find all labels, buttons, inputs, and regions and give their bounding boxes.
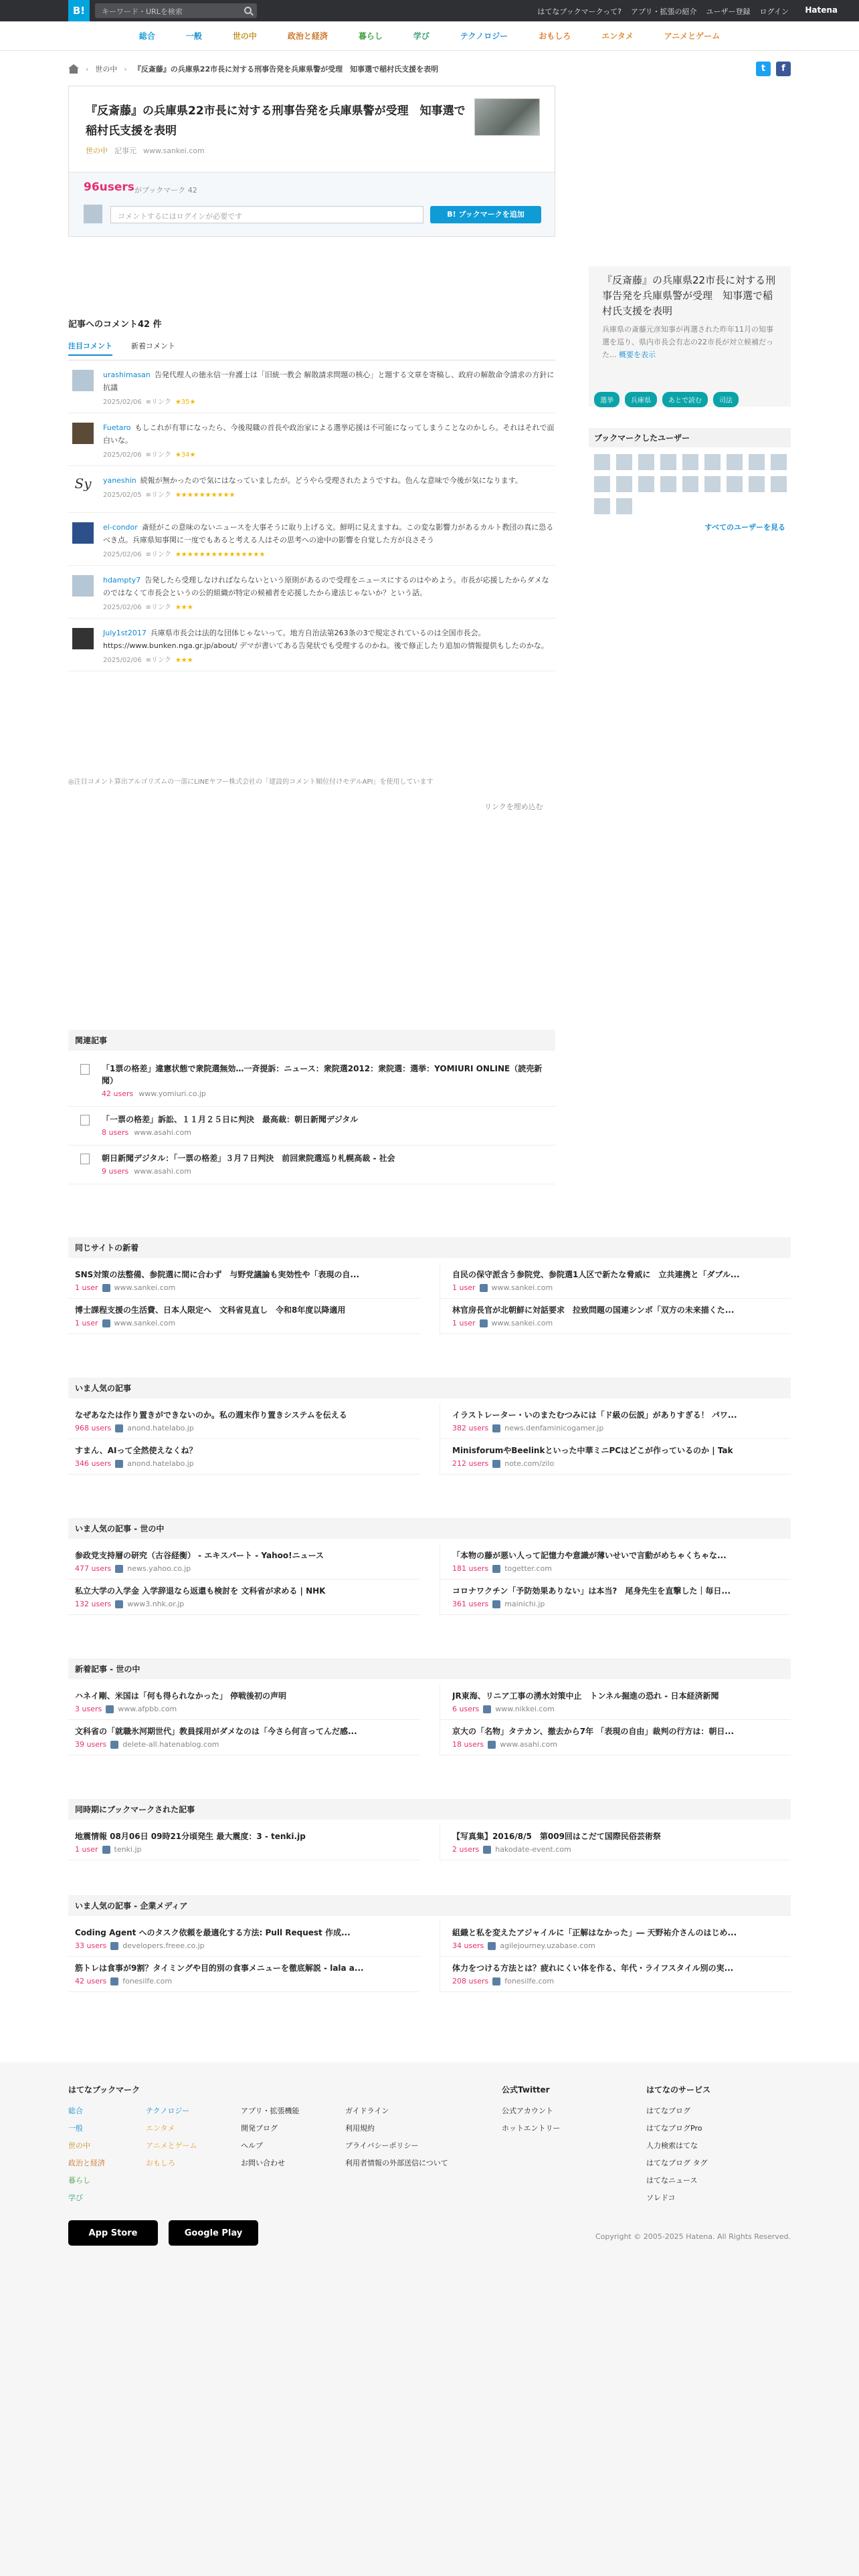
favicon-icon <box>115 1460 123 1468</box>
footer-cat[interactable]: 世の中 <box>68 2141 90 2150</box>
footer-link[interactable]: ソレドコ <box>646 2193 676 2202</box>
item-domain[interactable]: agilejourney.uzabase.com <box>500 1941 595 1950</box>
item-title[interactable]: 筋トレは食事が9割？タイミングや目的別の食事メニューを徹底解説 - lala a... <box>75 1963 364 1973</box>
breadcrumb-title: 『反斎藤』の兵庫県22市長に対する刑事告発を兵庫県警が受理 知事選で稲村氏支援を表明 <box>133 65 439 74</box>
item-users[interactable]: 18 users <box>452 1740 484 1749</box>
favicon-icon <box>480 1319 488 1327</box>
list-item[interactable] <box>68 1439 419 1475</box>
footer-brand: はてなブックマーク <box>68 2085 140 2095</box>
star-icon[interactable]: ★★★ <box>175 604 193 611</box>
document-icon <box>80 1154 90 1164</box>
sidebar-summary-text: 兵庫県の斎藤元彦知事が再選された昨年11月の知事選を巡り、県内市長会有志の22市長が対立候補だった... <box>602 325 773 359</box>
avatar[interactable] <box>704 476 721 492</box>
item-users[interactable]: 212 users <box>452 1459 489 1468</box>
document-icon <box>80 1064 90 1075</box>
avatar[interactable] <box>72 522 94 544</box>
nav-economics[interactable]: 政治と経済 <box>287 31 328 41</box>
section-title: 同時期にブックマークされた記事 <box>68 1799 791 1820</box>
item-users[interactable]: 132 users <box>75 1600 112 1608</box>
tab-new-comments[interactable]: 新着コメント <box>131 342 175 350</box>
footer-link[interactable]: 人力検索はてな <box>646 2141 698 2150</box>
facebook-share-icon[interactable]: f <box>776 62 791 76</box>
item-title[interactable]: 博士課程支援の生活費、日本人限定へ 文科省見直し 令和8年度以降適用 <box>75 1305 346 1315</box>
avatar[interactable] <box>749 454 765 470</box>
entry-list-section <box>68 1378 791 1475</box>
list-item[interactable]: 「一票の格差」訴訟、１１月２５日に判決 最高裁：朝日新聞デジタル 8 users www.asahi.com <box>68 1107 555 1146</box>
favicon-icon <box>102 1319 110 1327</box>
show-summary-link[interactable]: 概要を表示 <box>619 350 656 359</box>
avatar[interactable] <box>72 628 94 649</box>
favicon-icon <box>110 1977 118 1985</box>
home-icon[interactable] <box>68 64 79 74</box>
item-users[interactable]: 34 users <box>452 1941 484 1950</box>
nav-game[interactable]: アニメとゲーム <box>664 31 721 41</box>
favicon-icon <box>492 1424 500 1432</box>
twitter-share-icon[interactable]: t <box>756 62 771 76</box>
item-users[interactable]: 1 user <box>75 1319 98 1327</box>
favicon-icon <box>492 1600 500 1608</box>
item-domain[interactable]: developers.freee.co.jp <box>122 1941 205 1950</box>
item-domain[interactable]: www.sankei.com <box>114 1283 176 1292</box>
list-item[interactable] <box>440 1685 791 1720</box>
section-title: 新着記事 - 世の中 <box>68 1658 791 1679</box>
avatar[interactable] <box>616 498 632 514</box>
item-title[interactable]: MinisforumやBeelinkといった中華ミニPCはどこが作っているのか | Tak <box>452 1446 733 1455</box>
item-users[interactable]: 208 users <box>452 1977 489 1985</box>
avatar[interactable] <box>727 476 743 492</box>
copyright: Copyright © 2005-2025 Hatena. All Rights Reserved. <box>595 2232 791 2241</box>
list-item[interactable] <box>440 1720 791 1755</box>
item-domain[interactable]: togetter.com <box>504 1564 552 1573</box>
item-users[interactable]: 1 user <box>452 1283 476 1292</box>
item-title[interactable]: なぜあなたは作り置きができないのか。私の週末作り置きシステムを伝える <box>75 1410 347 1420</box>
comment-item: el-condor 斎経がこの意味のないニュースを大事そうに取り上げる文。鮮明に見えますね。この変な影響力があるカルト教団の真に恐るべき点。兵庫県知事関に一度でもあると考える人はその思考への途中の影響を自覚した方が良さそう 2025/02/06 ≡リンク ★★★★★★★★★★★★★★★ <box>68 513 555 566</box>
avatar[interactable] <box>638 454 654 470</box>
item-domain[interactable]: news.denfaminicogamer.jp <box>504 1424 604 1432</box>
item-domain[interactable]: anond.hatelabo.jp <box>127 1424 194 1432</box>
comment-text: もしこれが有罪になったら、今後現職の首長や政治家による選挙応援は不可能になってしまうことなのかしら。それはそれで面白いな。 <box>103 423 555 445</box>
comment-text: 兵庫県市長会は法的な団体じゃないって。地方自治法第263条の3で規定されているのは全国市長会。 https://www.bunken.nga.gr.jp/about/ デマが書いてある告発状でも受理するのかね。後で修正したり追加の情報提供もしたのかな。 <box>103 629 549 650</box>
star-icon[interactable]: ★★★★★★★★★★★★★★★ <box>175 551 266 558</box>
list-item[interactable] <box>68 1685 419 1720</box>
favicon-icon <box>110 1942 118 1950</box>
item-domain[interactable]: www.asahi.com <box>500 1740 557 1749</box>
favicon-icon <box>115 1424 123 1432</box>
favicon-icon <box>110 1741 118 1749</box>
list-item[interactable] <box>440 1404 791 1439</box>
item-title[interactable]: イラストレーター・いのまたむつみには「ド級の伝説」がありすぎる！ パワ... <box>452 1410 737 1420</box>
favicon-icon <box>102 1284 110 1292</box>
login-link[interactable]: ログイン <box>759 7 789 16</box>
bookmark-comment-count: 42 <box>187 186 197 195</box>
item-title[interactable]: 地震情報 08月06日 09時21分頃発生 最大震度：3 - tenki.jp <box>75 1832 306 1841</box>
item-domain[interactable]: hakodate-event.com <box>495 1845 571 1854</box>
bookmark-users-title: ブックマークしたユーザー <box>589 428 791 447</box>
item-users[interactable]: 39 users <box>75 1740 107 1749</box>
footer-cat[interactable]: エンタメ <box>146 2124 175 2133</box>
footer-link[interactable]: 利用者情報の外部送信について <box>345 2159 448 2167</box>
search-icon[interactable] <box>244 7 252 14</box>
favicon-icon <box>488 1942 496 1950</box>
comment-item: Sy yaneshin 続報が無かったので気にはなっていましたが。どうやら受理されたようですね。色んな意味で今後が気になります。 2025/02/05 ≡リンク ★★★★★★★★★★ <box>68 466 555 513</box>
avatar[interactable] <box>72 370 94 391</box>
item-domain[interactable]: www.nikkei.com <box>495 1705 555 1713</box>
item-title[interactable]: 参政党支持層の研究（古谷経衡） - エキスパート - Yahoo!ニュース <box>75 1551 324 1560</box>
footer-cat[interactable]: 一般 <box>68 2124 83 2133</box>
footer-link[interactable]: ガイドライン <box>345 2107 389 2115</box>
item-title[interactable]: 「本物の藤が悪い人って記憶力や意識が薄いせいで言動がめちゃくちゃな... <box>452 1551 727 1560</box>
item-domain[interactable]: delete-all.hatenablog.com <box>122 1740 219 1749</box>
footer-cat[interactable]: 暮らし <box>68 2176 90 2185</box>
favicon-icon <box>492 1460 500 1468</box>
favicon-icon <box>492 1565 500 1573</box>
footer-link[interactable]: お問い合わせ <box>241 2159 285 2167</box>
item-title[interactable]: 自民の保守派含う参院党、参院選1人区で新たな脅威に 立共連携と「ダブル... <box>452 1270 740 1279</box>
avatar[interactable] <box>594 454 610 470</box>
avatar[interactable]: Sy <box>72 475 94 497</box>
favicon-icon <box>483 1705 491 1713</box>
footer-link[interactable]: 利用規約 <box>345 2124 375 2133</box>
nav-social[interactable]: 世の中 <box>232 31 257 41</box>
item-title[interactable]: Coding Agent へのタスク依頼を最適化する方法: Pull Request 作成... <box>75 1928 351 1937</box>
comment-link[interactable]: ≡リンク <box>145 399 171 406</box>
footer-link[interactable]: 開発ブログ <box>241 2124 278 2133</box>
section-title: いま人気の記事 <box>68 1378 791 1398</box>
list-item[interactable]: 朝日新聞デジタル：「一票の格差」３月７日判決 前回衆院選巡り札幌高裁 - 社会 9 users www.asahi.com <box>68 1146 555 1184</box>
top-bar <box>0 0 859 21</box>
avatar[interactable] <box>638 476 654 492</box>
list-item[interactable] <box>68 1957 419 1992</box>
star-icon[interactable]: ★35★ <box>175 399 196 406</box>
list-item[interactable] <box>68 1404 419 1439</box>
app-store-button[interactable]: App Store <box>68 2220 158 2246</box>
section-title: 同じサイトの新着 <box>68 1237 791 1258</box>
avatar[interactable] <box>749 476 765 492</box>
tab-popular-comments[interactable]: 注目コメント <box>68 340 112 356</box>
favicon-icon <box>483 1846 491 1854</box>
comment-user[interactable]: hdampty7 <box>103 576 141 584</box>
search-input[interactable]: キーワード・URLを検索 <box>95 3 257 18</box>
tag-item[interactable]: 兵庫県 <box>625 392 657 407</box>
item-title[interactable]: 【写真集】2016/8/5 第009回はこだて国際民俗芸術祭 <box>452 1832 661 1841</box>
item-domain[interactable]: fonesilfe.com <box>504 1977 555 1985</box>
comment-input[interactable]: コメントするにはログインが必要です <box>110 206 423 223</box>
avatar[interactable] <box>771 454 787 470</box>
item-title[interactable]: 文科省の「就職氷河期世代」教員採用がダメなのは「今さら何言ってんだ感... <box>75 1727 357 1736</box>
comment-item: hdampty7 告発したら受理しなければならないという原則があるので受理をニュースにするのはやめよう。市長が応援したからダメなのではなくて市長会というの公的組織が特定の候補者を応援したから違法じゃないか？という話。 2025/02/06 ≡リンク ★★★ <box>68 566 555 619</box>
item-title[interactable]: 私立大学の入学金 入学辞退なら返還も検討を 文科省が求める | NHK <box>75 1586 326 1596</box>
footer-cat[interactable]: 総合 <box>68 2107 83 2115</box>
item-users[interactable]: 3 users <box>75 1705 102 1713</box>
comment-link[interactable]: ≡リンク <box>145 551 171 558</box>
tag-list <box>594 392 739 407</box>
item-domain[interactable]: fonesilfe.com <box>122 1977 173 1985</box>
bookmark-users-count[interactable]: 96users <box>84 181 134 194</box>
entry-list-section <box>68 1518 791 1615</box>
entry-list-section <box>68 1799 791 1860</box>
item-domain[interactable]: mainichi.jp <box>504 1600 545 1608</box>
hatena-bookmark-logo[interactable]: B! <box>68 0 90 21</box>
item-users[interactable]: 181 users <box>452 1564 489 1573</box>
comment-user[interactable]: el-condor <box>103 523 138 532</box>
footer-cat[interactable]: 政治と経済 <box>68 2159 105 2167</box>
sidebar-summary <box>589 266 791 407</box>
list-item[interactable] <box>440 1439 791 1475</box>
category-nav <box>0 21 859 51</box>
avatar[interactable] <box>682 476 698 492</box>
list-item[interactable] <box>68 1299 419 1334</box>
comment-item: July1st2017 兵庫県市長会は法的な団体じゃないって。地方自治法第263条の3で規定されているのは全国市長会。 https://www.bunken.nga.gr.jp/about/ デマが書いてある告発状でも受理するのかね。後で修正したり追加の情報提供もしたのかな。 2025/02/06 ≡リンク ★★★ <box>68 619 555 671</box>
list-item[interactable] <box>68 1825 419 1860</box>
entry-list-section <box>68 1895 791 1992</box>
list-item[interactable] <box>440 1825 791 1860</box>
item-users[interactable]: 1 user <box>75 1845 98 1854</box>
avatar[interactable] <box>594 476 610 492</box>
favicon-icon <box>488 1741 496 1749</box>
comment-item: Fuetaro もしこれが有罪になったら、今後現職の首長や政治家による選挙応援は不可能になってしまうことなのかしら。それはそれで面白いな。 2025/02/06 ≡リンク ★34★ <box>68 413 555 466</box>
document-icon <box>80 1115 90 1125</box>
list-item[interactable] <box>440 1544 791 1580</box>
favicon-icon <box>115 1565 123 1573</box>
footer-cat[interactable]: 学び <box>68 2193 83 2202</box>
about-link[interactable]: はてなブックマークって? <box>537 7 622 16</box>
item-users[interactable]: 33 users <box>75 1941 107 1950</box>
avatar[interactable] <box>616 476 632 492</box>
footer-services-title: はてなのサービス <box>646 2085 711 2095</box>
all-users-link[interactable]: すべてのユーザーを見る <box>704 523 785 532</box>
avatar[interactable] <box>72 423 94 444</box>
item-title[interactable]: JR東海、リニア工事の湧水対策中止 トンネル掘進の恐れ - 日本経済新聞 <box>452 1691 719 1701</box>
tag-item[interactable]: 選挙 <box>594 392 619 407</box>
item-title[interactable]: 林官房長官が北朝鮮に対話要求 拉致問題の国連シンポ「双方の未来描くた... <box>452 1305 735 1315</box>
list-item[interactable] <box>440 1299 791 1334</box>
bookmark-users-panel <box>589 428 791 532</box>
tag-item[interactable]: 司法 <box>713 392 739 407</box>
item-domain[interactable]: anond.hatelabo.jp <box>127 1459 194 1468</box>
entry-category[interactable]: 世の中 <box>86 146 108 155</box>
entry-source-label: 記事元 <box>114 146 136 155</box>
comment-text: 告発代理人の徳永信一弁護士は「旧統一教会 解散請求問題の核心」と題する文章を寄稿し、政府の解散命令請求の方針に抗議 <box>103 370 555 392</box>
item-users[interactable]: 477 users <box>75 1564 112 1573</box>
avatar[interactable] <box>72 575 94 597</box>
item-domain[interactable]: www.sankei.com <box>491 1283 553 1292</box>
footer-link[interactable]: はてなブログPro <box>646 2124 702 2133</box>
comments-section <box>68 317 555 671</box>
item-users[interactable]: 382 users <box>452 1424 489 1432</box>
nav-it[interactable]: テクノロジー <box>460 31 508 41</box>
star-icon[interactable]: ★★★ <box>175 657 193 664</box>
list-item[interactable] <box>440 1921 791 1957</box>
entry-list-section <box>68 1237 791 1334</box>
footer-link[interactable]: プライバシーポリシー <box>345 2141 419 2150</box>
register-link[interactable]: ユーザー登録 <box>706 7 751 16</box>
comment-item: urashimasan 告発代理人の徳永信一弁護士は「旧統一教会 解散請求問題の核心」と題する文章を寄稿し、政府の解散命令請求の方針に抗議 2025/02/06 ≡リンク ★35★ <box>68 360 555 413</box>
comments-title: 記事へのコメント42 件 <box>68 320 162 330</box>
nav-knowledge[interactable]: 学び <box>413 31 430 41</box>
item-users[interactable]: 346 users <box>75 1459 112 1468</box>
item-title[interactable]: 組織と私を変えたアジャイルに「正解はなかった」― 天野祐介さんのはじめ... <box>452 1928 737 1937</box>
item-users[interactable]: 1 user <box>452 1319 476 1327</box>
list-item[interactable] <box>68 1580 419 1615</box>
breadcrumb-category[interactable]: 世の中 <box>95 65 118 74</box>
star-icon[interactable]: ★★★★★★★★★★ <box>175 492 235 499</box>
avatar[interactable] <box>594 498 610 514</box>
comment-user[interactable]: July1st2017 <box>103 629 147 637</box>
item-users[interactable]: 2 users <box>452 1845 480 1854</box>
avatar[interactable] <box>771 476 787 492</box>
nav-general[interactable]: 総合 <box>138 31 155 41</box>
item-title[interactable]: すまん、AIって全然使えなくね？ <box>75 1446 197 1455</box>
favicon-icon <box>480 1284 488 1292</box>
footer-cat[interactable]: アニメとゲーム <box>146 2141 197 2150</box>
item-domain[interactable]: tenki.jp <box>114 1845 142 1854</box>
footer-cat[interactable]: おもしろ <box>146 2159 175 2167</box>
nav-fun[interactable]: おもしろ <box>539 31 571 41</box>
comment-text: 告発したら受理しなければならないという原則があるので受理をニュースにするのはやめよう。市長が応援したからダメなのではなくて市長会というの公的組織が特定の候補者を応援したから違法じゃないか？という話。 <box>103 576 549 597</box>
avatar[interactable] <box>616 454 632 470</box>
favicon-icon <box>106 1705 114 1713</box>
avatar[interactable] <box>660 476 676 492</box>
footer-link[interactable]: はてなニュース <box>646 2176 698 2185</box>
item-domain[interactable]: news.yahoo.co.jp <box>127 1564 191 1573</box>
favicon-icon <box>102 1846 110 1854</box>
list-item[interactable] <box>68 1544 419 1580</box>
breadcrumb: › 世の中 › 『反斎藤』の兵庫県22市長に対する刑事告発を兵庫県警が受理 知事選で稲村氏支援を表明 t f <box>68 59 791 79</box>
footer-link[interactable]: アプリ・拡張機能 <box>241 2107 300 2115</box>
avatar <box>84 205 102 223</box>
item-users[interactable]: 6 users <box>452 1705 480 1713</box>
list-item[interactable] <box>68 1720 419 1755</box>
sidebar-title[interactable]: 『反斎藤』の兵庫県22市長に対する刑事告発を兵庫県警が受理 知事選で稲村氏支援を表明 <box>602 274 776 317</box>
list-item[interactable]: 「1票の格差」違憲状態で衆院選無効…一斉提訴：ニュース：衆院選2012：衆院選：選挙：YOMIURI ONLINE（読売新聞） 42 users www.yomiuri.co.jp <box>68 1056 555 1107</box>
apps-link[interactable]: アプリ・拡張の紹介 <box>630 7 697 16</box>
item-title[interactable]: SNS対策の法整備、参院選に間に合わず 与野党議論も実効性や「表現の自... <box>75 1270 360 1279</box>
google-play-button[interactable]: Google Play <box>169 2220 258 2246</box>
footer-twitter-title: 公式Twitter <box>502 2085 550 2095</box>
section-title: いま人気の記事 - 世の中 <box>68 1518 791 1539</box>
comment-text: 続報が無かったので気にはなっていましたが。どうやら受理されたようですね。色んな意味で今後が気になります。 <box>140 476 522 485</box>
footer <box>0 2062 859 2576</box>
comment-link[interactable]: ≡リンク <box>145 657 171 664</box>
avatar[interactable] <box>727 454 743 470</box>
item-domain[interactable]: www.afpbb.com <box>118 1705 177 1713</box>
comment-link[interactable]: ≡リンク <box>145 604 171 611</box>
embed-link[interactable]: リンクを埋め込む <box>484 802 543 811</box>
entry-list-section <box>68 1658 791 1755</box>
comment-user[interactable]: Fuetaro <box>103 423 131 432</box>
bookmark-row <box>69 172 555 236</box>
nav-ippan[interactable]: 一般 <box>185 31 202 41</box>
item-users[interactable]: 1 user <box>75 1283 98 1292</box>
item-domain[interactable]: www.sankei.com <box>114 1319 176 1327</box>
comment-algorithm-note: ◎注目コメント算出アルゴリズムの一部にLINEヤフー株式会社の「建設的コメント順位付けモデルAPI」を使用しています <box>68 778 434 786</box>
list-item[interactable] <box>440 1580 791 1615</box>
avatar[interactable] <box>660 454 676 470</box>
entry-domain[interactable]: www.sankei.com <box>143 146 205 155</box>
nav-life[interactable]: 暮らし <box>358 31 383 41</box>
hatena-logo[interactable]: Hatena <box>805 5 838 15</box>
item-title[interactable]: コロナワクチン「予防効果ありない」は本当? 尾身先生を直撃した｜毎日... <box>452 1586 731 1596</box>
related-title: 関連記事 <box>68 1030 555 1051</box>
entry-thumbnail[interactable] <box>474 98 540 136</box>
footer-link[interactable]: はてなブログ <box>646 2107 690 2115</box>
entry-box <box>68 86 555 237</box>
avatar[interactable] <box>682 454 698 470</box>
nav-entertainment[interactable]: エンタメ <box>601 31 634 41</box>
list-item[interactable] <box>68 1921 419 1957</box>
comment-user[interactable]: yaneshin <box>103 476 136 485</box>
item-domain[interactable]: www3.nhk.or.jp <box>127 1600 185 1608</box>
entry-title[interactable]: 『反斎藤』の兵庫県22市長に対する刑事告発を兵庫県警が受理 知事選で稲村氏支援を表明 <box>86 104 466 138</box>
item-domain[interactable]: note.com/zilo <box>504 1459 555 1468</box>
item-users[interactable]: 42 users <box>75 1977 107 1985</box>
footer-link[interactable]: ホットエントリー <box>502 2124 561 2133</box>
avatar[interactable] <box>704 454 721 470</box>
footer-link[interactable]: 公式アカウント <box>502 2107 553 2115</box>
item-title[interactable]: ハネイ剛、米国は「何も得られなかった」 停戦後初の声明 <box>75 1691 286 1701</box>
item-users[interactable]: 361 users <box>452 1600 489 1608</box>
comment-link[interactable]: ≡リンク <box>145 492 171 499</box>
related-articles <box>68 1030 555 1184</box>
list-item[interactable] <box>440 1957 791 1992</box>
favicon-icon <box>115 1600 123 1608</box>
add-bookmark-button[interactable]: B! ブックマークを追加 <box>430 206 541 223</box>
section-title: いま人気の記事 - 企業メディア <box>68 1895 791 1916</box>
comment-user[interactable]: urashimasan <box>103 370 151 379</box>
item-users[interactable]: 968 users <box>75 1424 112 1432</box>
item-title[interactable]: 京大の「名物」タテカン、撤去から7年 「表現の自由」裁判の行方は：朝日... <box>452 1727 735 1736</box>
comment-text: 斎経がこの意味のないニュースを大事そうに取り上げる文。鮮明に見えますね。この変な影響力があるカルト教団の真に恐るべき点。兵庫県知事関に一度でもあると考える人はその思考への途中の影響を自覚した方が良さそう <box>103 523 554 544</box>
user-avatar-grid <box>589 447 791 521</box>
footer-link[interactable]: はてなブログ タグ <box>646 2159 708 2167</box>
comment-link[interactable]: ≡リンク <box>145 451 171 459</box>
footer-link[interactable]: ヘルプ <box>241 2141 263 2150</box>
bookmark-label: がブックマーク <box>134 186 186 195</box>
star-icon[interactable]: ★34★ <box>175 451 196 459</box>
favicon-icon <box>492 1977 500 1985</box>
footer-cat[interactable]: テクノロジー <box>146 2107 190 2115</box>
tag-item[interactable]: あとで読む <box>662 392 708 407</box>
list-item[interactable] <box>440 1263 791 1299</box>
list-item[interactable] <box>68 1263 419 1299</box>
item-domain[interactable]: www.sankei.com <box>491 1319 553 1327</box>
item-title[interactable]: 体力をつける方法とは？疲れにくい体を作る、年代・ライフスタイル別の実... <box>452 1963 734 1973</box>
